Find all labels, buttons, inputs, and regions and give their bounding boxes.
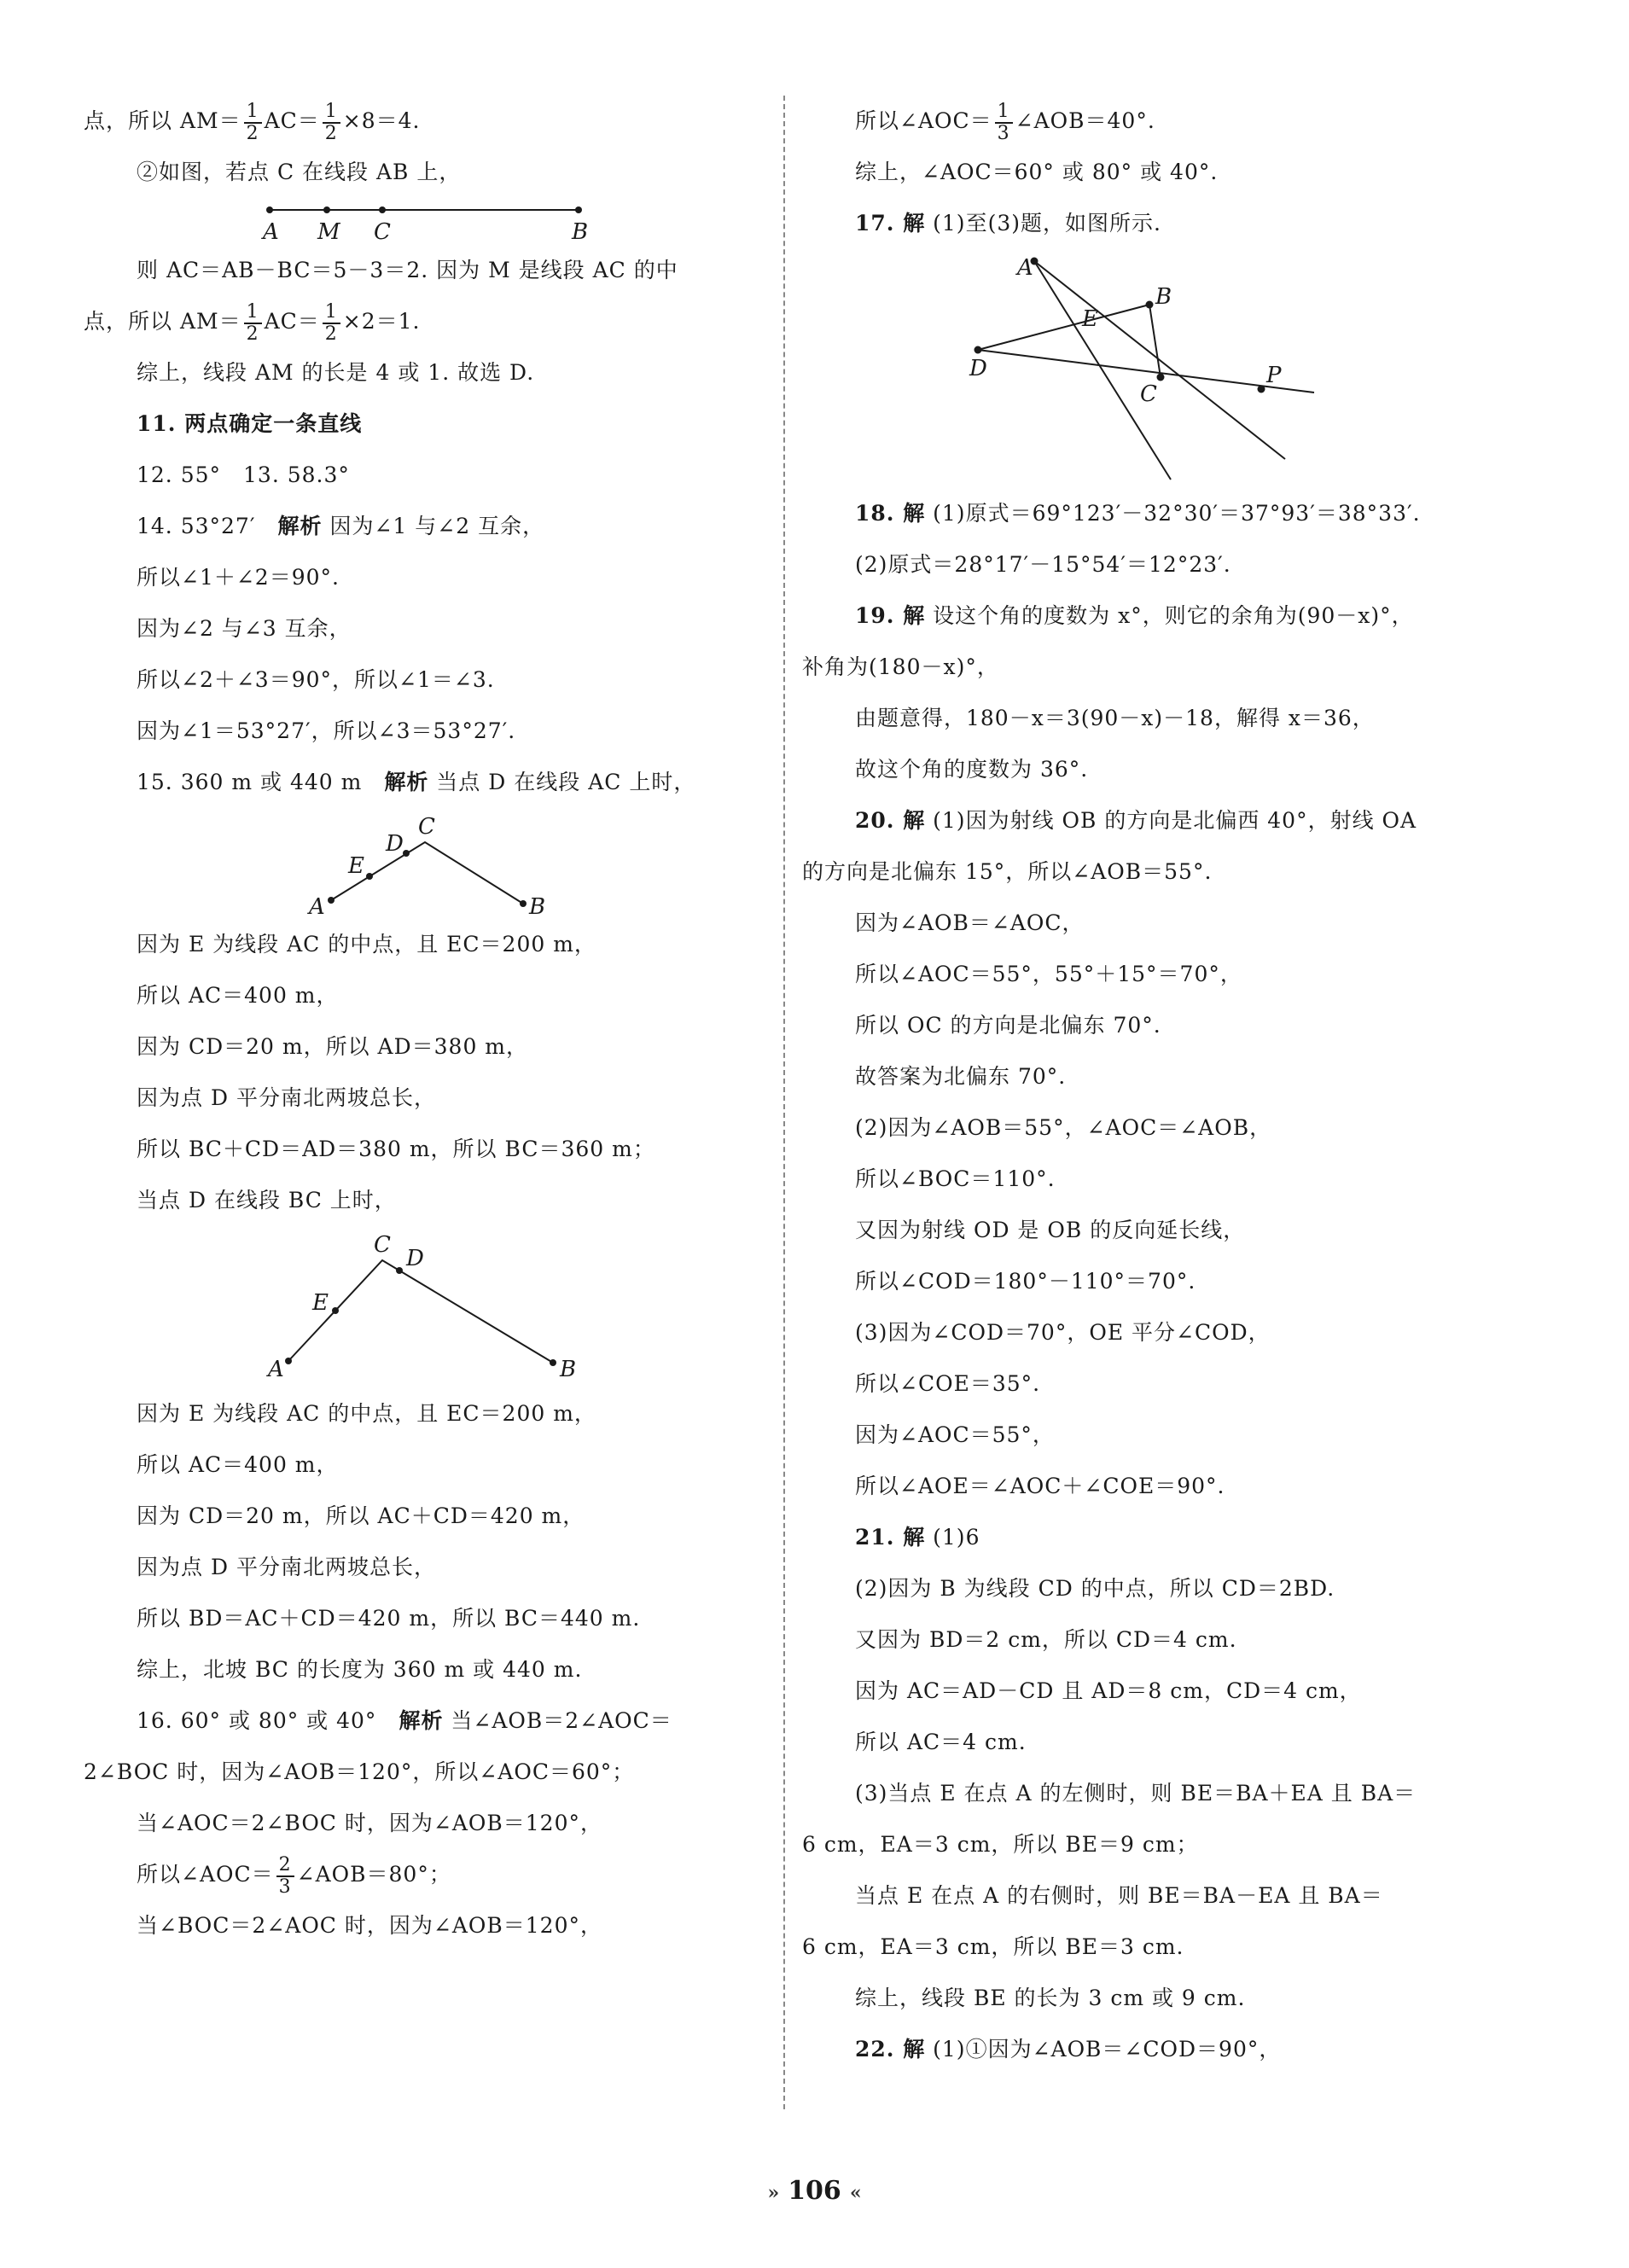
point-label: B	[1155, 284, 1172, 310]
point-label: A	[263, 219, 279, 245]
answer-22: 22. 解 (1)①因为∠AOB＝∠COD＝90°，	[855, 2037, 1282, 2062]
text-line: 点，所以 AM＝ $\frac{1}{2}$ AC＝ $\frac{1}{2}$ ×2＝1.	[84, 300, 421, 345]
fraction: $\frac{2}{3}$	[276, 1855, 294, 1898]
answer-20: 20. 解 (1)因为射线 OB 的方向是北偏西 40°，射线 OA	[855, 808, 1417, 833]
point-label: P	[1266, 363, 1282, 388]
text-line: 因为 CD＝20 m，所以 AC＋CD＝420 m，	[137, 1503, 585, 1528]
text-line: 6 cm，EA＝3 cm，所以 BE＝9 cm；	[802, 1832, 1199, 1857]
text-line: 补角为(180－x)°，	[802, 654, 999, 679]
chevron-left-icon: «	[849, 2182, 862, 2204]
point-label: D	[969, 356, 987, 381]
point-label: C	[374, 1232, 391, 1258]
text-line: 所以 AC＝400 m，	[137, 983, 339, 1008]
point-label: A	[268, 1357, 284, 1382]
point-label: B	[529, 894, 546, 920]
text-line: 点，所以 AM＝ $\frac{1}{2}$ AC＝ $\frac{1}{2}$ ×8＝4.	[84, 100, 421, 144]
text-line: 综上，∠AOC＝60° 或 80° 或 40°.	[855, 160, 1219, 184]
point-label: C	[374, 219, 391, 245]
text-line: 综上，线段 BE 的长为 3 cm 或 9 cm.	[855, 1986, 1246, 2010]
answer-21: 21. 解 (1)6	[855, 1525, 980, 1550]
text-line: (3)当点 E 在点 A 的左侧时，则 BE＝BA＋EA 且 BA＝	[855, 1781, 1417, 1806]
fraction: $\frac{1}{2}$	[323, 302, 340, 345]
text-line: 因为 AC＝AD－CD 且 AD＝8 cm，CD＝4 cm，	[855, 1678, 1362, 1703]
text-line: 所以∠AOE＝∠AOC＋∠COE＝90°.	[855, 1474, 1225, 1498]
text-line: 因为 CD＝20 m，所以 AD＝380 m，	[137, 1034, 528, 1059]
point-label: B	[572, 219, 589, 245]
text-line: 因为∠AOB＝∠AOC，	[855, 910, 1085, 935]
text-line: 因为∠1＝53°27′，所以∠3＝53°27′.	[137, 718, 516, 743]
right-column	[802, 96, 1459, 2075]
text-line: 又因为射线 OD 是 OB 的反向延长线，	[855, 1218, 1246, 1242]
answer-19: 19. 解 设这个角的度数为 x°，则它的余角为(90－x)°，	[855, 603, 1414, 628]
slope-figure-d-on-ac	[305, 808, 817, 919]
page-number: 106	[788, 2176, 841, 2206]
geometry-figure-q17	[802, 249, 1459, 488]
answer-16: 16. 60° 或 80° 或 40° 解析 当∠AOB＝2∠AOC＝	[137, 1708, 672, 1733]
point-label: D	[406, 1246, 424, 1271]
text-line: 因为 E 为线段 AC 的中点，且 EC＝200 m，	[137, 932, 596, 957]
text-line: (2)因为 B 为线段 CD 的中点，所以 CD＝2BD.	[855, 1576, 1335, 1601]
text-line: 当∠BOC＝2∠AOC 时，因为∠AOB＝120°，	[137, 1913, 602, 1938]
text-line: 因为∠2 与∠3 互余，	[137, 616, 352, 641]
text-line: 所以∠AOC＝ $\frac{2}{3}$ ∠AOB＝80°；	[137, 1853, 451, 1898]
text-line: 所以 OC 的方向是北偏东 70°.	[855, 1013, 1161, 1038]
point-label: A	[1017, 255, 1033, 281]
column-divider	[783, 96, 785, 2109]
point-label: E	[312, 1290, 329, 1316]
text-line: 故答案为北偏东 70°.	[855, 1064, 1067, 1089]
text-line: 当点 E 在点 A 的右侧时，则 BE＝BA－EA 且 BA＝	[855, 1883, 1383, 1908]
answer-12-13: 12. 55° 13. 58.3°	[137, 462, 350, 487]
fraction: $\frac{1}{2}$	[323, 102, 340, 144]
point-label: A	[309, 894, 325, 920]
fraction: $\frac{1}{2}$	[244, 102, 262, 144]
left-column	[84, 96, 775, 1951]
text-line: 由题意得，180－x＝3(90－x)－18，解得 x＝36，	[855, 706, 1375, 730]
text-line: 的方向是北偏东 15°，所以∠AOB＝55°.	[802, 859, 1213, 884]
point-label: C	[1140, 381, 1157, 407]
text-line: 综上，北坡 BC 的长度为 360 m 或 440 m.	[137, 1657, 583, 1682]
text-line: 因为∠AOC＝55°，	[855, 1422, 1055, 1447]
text-line: 所以 AC＝4 cm.	[855, 1730, 1027, 1754]
answer-11: 11. 两点确定一条直线	[137, 411, 363, 436]
text-line: (2)因为∠AOB＝55°，∠AOC＝∠AOB，	[855, 1115, 1272, 1140]
text-line: 因为 E 为线段 AC 的中点，且 EC＝200 m，	[137, 1401, 596, 1426]
text-line: 当点 D 在线段 BC 上时，	[137, 1188, 397, 1213]
point-label: B	[560, 1357, 577, 1382]
text-line: 又因为 BD＝2 cm，所以 CD＝4 cm.	[855, 1627, 1237, 1652]
text-line: 所以 BD＝AC＋CD＝420 m，所以 BC＝440 m.	[137, 1606, 641, 1631]
text-line: 所以∠COE＝35°.	[855, 1371, 1041, 1396]
text-line: 因为点 D 平分南北两坡总长，	[137, 1085, 436, 1110]
text-line: 所以∠COD＝180°－110°＝70°.	[855, 1269, 1196, 1294]
text-line: (3)因为∠COD＝70°，OE 平分∠COD，	[855, 1320, 1271, 1345]
point-label: E	[348, 853, 364, 879]
answer-18: 18. 解 (1)原式＝69°123′－32°30′＝37°93′＝38°33′.	[855, 501, 1421, 526]
text-line: 故这个角的度数为 36°.	[855, 757, 1089, 782]
point-label: E	[1082, 306, 1098, 332]
text-line: 所以∠1＋∠2＝90°.	[137, 565, 340, 590]
text-line: 2∠BOC 时，因为∠AOB＝120°，所以∠AOC＝60°；	[84, 1759, 635, 1784]
point-label: D	[386, 831, 404, 857]
point-label: M	[317, 219, 340, 245]
answer-15: 15. 360 m 或 440 m 解析 当点 D 在线段 AC 上时，	[137, 770, 696, 794]
answer-17: 17. 解 (1)至(3)题，如图所示.	[855, 211, 1161, 236]
answer-14: 14. 53°27′ 解析 因为∠1 与∠2 互余，	[137, 514, 545, 538]
chevron-right-icon: »	[767, 2182, 780, 2204]
text-line: 所以 BC＋CD＝AD＝380 m，所以 BC＝360 m；	[137, 1137, 655, 1161]
fraction: $\frac{1}{3}$	[995, 102, 1013, 144]
text-line: 所以∠BOC＝110°.	[855, 1166, 1056, 1191]
text-line: (2)原式＝28°17′－15°54′＝12°23′.	[855, 552, 1231, 577]
fraction: $\frac{1}{2}$	[244, 302, 262, 345]
point-label: C	[418, 814, 435, 840]
text-line: ②如图，若点 C 在线段 AB 上，	[137, 160, 462, 184]
segment-figure-amcb	[263, 198, 775, 245]
text-line: 所以∠AOC＝55°，55°＋15°＝70°，	[855, 962, 1242, 986]
text-line: 则 AC＝AB－BC＝5－3＝2. 因为 M 是线段 AC 的中	[137, 258, 678, 282]
text-line: 综上，线段 AM 的长是 4 或 1. 故选 D.	[137, 360, 535, 385]
text-line: 所以 AC＝400 m，	[137, 1452, 339, 1477]
page-footer	[0, 2176, 1629, 2206]
text-line: 因为点 D 平分南北两坡总长，	[137, 1555, 436, 1579]
text-line: 当∠AOC＝2∠BOC 时，因为∠AOB＝120°，	[137, 1811, 602, 1835]
text-line: 所以∠AOC＝ $\frac{1}{3}$ ∠AOB＝40°.	[855, 100, 1155, 144]
slope-figure-d-on-bc	[268, 1226, 869, 1388]
text-line: 所以∠2＋∠3＝90°，所以∠1＝∠3.	[137, 667, 495, 692]
text-line: 6 cm，EA＝3 cm，所以 BE＝3 cm.	[802, 1934, 1184, 1959]
